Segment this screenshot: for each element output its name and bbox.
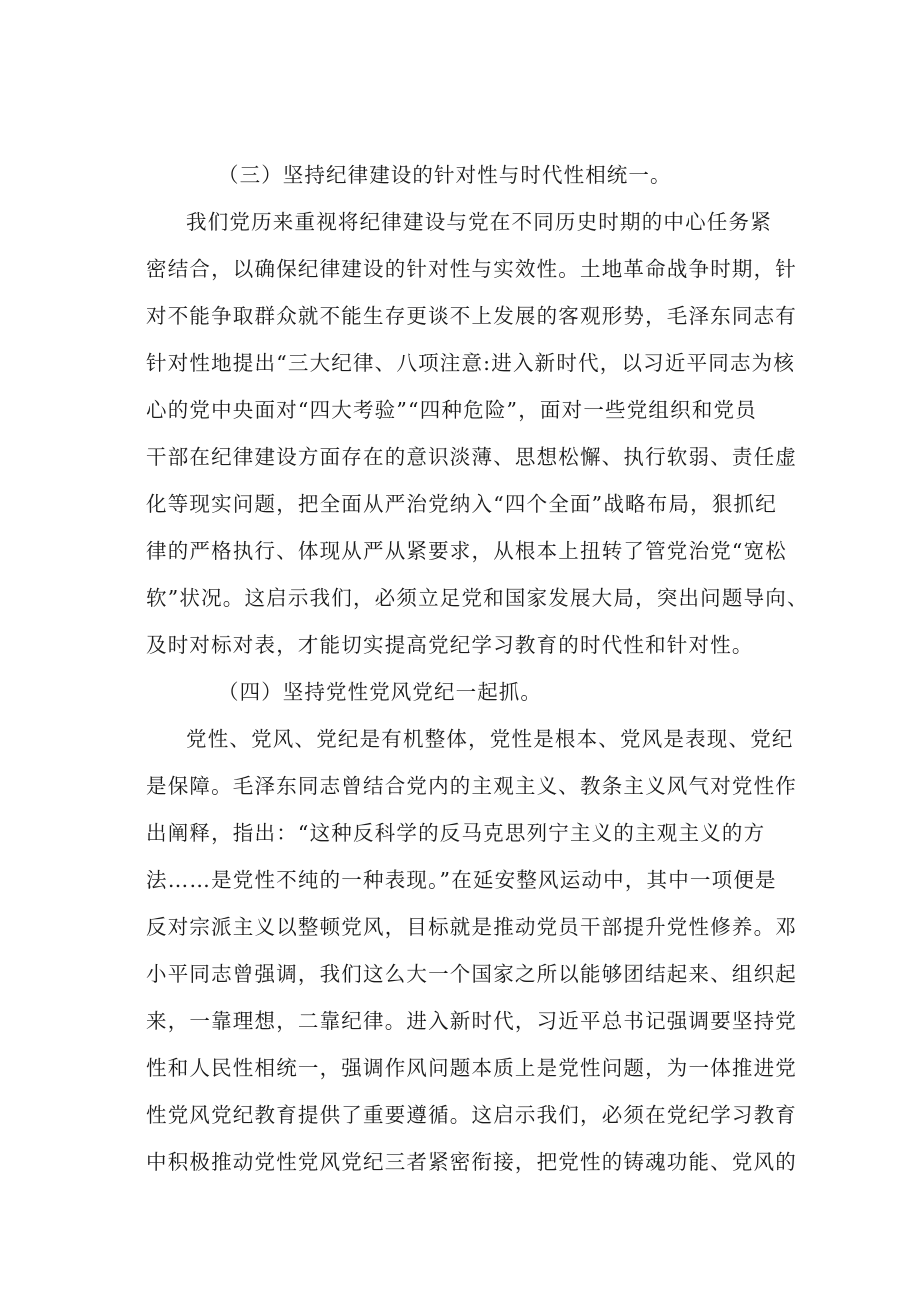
paragraph-line: 心的党中央面对“四大考验”“四种危险”，面对一些党组织和党员 [146, 398, 757, 422]
paragraph-line: 律的严格执行、体现从严从紧要求，从根本上扭转了管党治党“宽松 [146, 539, 787, 563]
paragraph-line: 党性、党风、党纪是有机整体，党性是根本、党风是表现、党纪 [186, 727, 794, 751]
paragraph-line: 中积极推动党性党风党纪三者紧密衔接，把党性的铸魂功能、党风的 [146, 1150, 797, 1174]
paragraph-line: 小平同志曾强调，我们这么大一个国家之所以能够团结起来、组织起 [146, 962, 797, 986]
document-body [146, 152, 809, 1186]
paragraph-line: 性党风党纪教育提供了重要遵循。这启示我们，必须在党纪学习教育 [146, 1103, 797, 1127]
paragraph-line: 我们党历来重视将纪律建设与党在不同历史时期的中心任务紧 [186, 210, 772, 234]
paragraph-line: 是保障。毛泽东同志曾结合党内的主观主义、教条主义风气对党性作 [146, 774, 797, 798]
section-4-heading: （四）坚持党性党风党纪一起抓。 [218, 680, 542, 704]
paragraph-line: 及时对标对表，才能切实提高党纪学习教育的时代性和针对性。 [146, 633, 754, 657]
paragraph-line: 干部在纪律建设方面存在的意识淡薄、思想松懈、执行软弱、责任虚 [146, 445, 797, 469]
paragraph-line: 出阐释，指出：“这种反科学的反马克思列宁主义的主观主义的方 [146, 821, 766, 845]
paragraph-line: 反对宗派主义以整顿党风，目标就是推动党员干部提升党性修养。邓 [146, 915, 797, 939]
paragraph-line: 法……是党性不纯的一种表现。”在延安整风运动中，其中一项便是 [146, 868, 777, 892]
paragraph-line: 对不能争取群众就不能生存更谈不上发展的客观形势，毛泽东同志有 [146, 304, 797, 328]
paragraph-line: 性和人民性相统一，强调作风问题本质上是党性问题，为一体推进党 [146, 1056, 797, 1080]
paragraph-line: 针对性地提出“三大纪律、八项注意:进入新时代，以习近平同志为核 [146, 351, 796, 375]
paragraph-line: 来，一靠理想，二靠纪律。进入新时代，习近平总书记强调要坚持党 [146, 1009, 797, 1033]
paragraph-line: 化等现实问题，把全面从严治党纳入“四个全面”战略布局，狠抓纪 [146, 492, 777, 516]
section-3-heading: （三）坚持纪律建设的针对性与时代性相统一。 [218, 163, 672, 187]
paragraph-line: 软”状况。这启示我们，必须立足党和国家发展大局，突出问题导向、 [146, 586, 809, 610]
paragraph-line: 密结合，以确保纪律建设的针对性与实效性。土地革命战争时期，针 [146, 257, 797, 281]
